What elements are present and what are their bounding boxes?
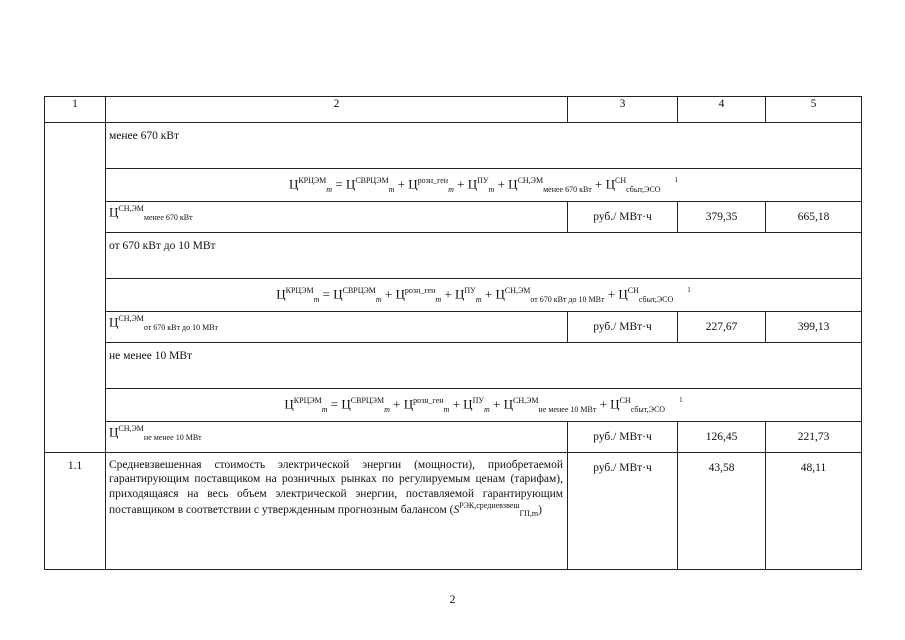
value-col5: 665,18	[766, 202, 862, 233]
unit-cell: руб./ МВт·ч	[568, 202, 678, 233]
footnote-mark: 1	[679, 395, 683, 404]
value-row	[45, 422, 862, 453]
section-label: не менее 10 МВт	[106, 343, 862, 389]
symbol-cell: $Ц^{СН,ЭМ}_{не менее 10 МВт}$	[106, 422, 568, 453]
formula: $Ц^{КРЦЭМ}_m = Ц^{СВРЦЭМ}_m + Ц^{розн\_ген}_m + Ц^{ПУ}_m + Ц^{СН,ЭМ}_{от 670 кВт до 10 МВт} + Ц^{СН}_{сбыт,ЭСО}^1$	[106, 279, 862, 312]
formula-row	[45, 389, 862, 422]
index-cell-empty	[45, 123, 106, 453]
value-col4: 379,35	[678, 202, 766, 233]
unit-cell: руб./ МВт·ч	[568, 453, 678, 570]
section-label-row	[45, 123, 862, 169]
value-col4: 126,45	[678, 422, 766, 453]
header-cell-1: 1	[45, 97, 106, 123]
footnote-mark: 1	[674, 175, 679, 184]
section-label-row	[45, 233, 862, 279]
symbol-cell: $Ц^{СН,ЭМ}_{от 670 кВт до 10 МВт}$	[106, 312, 568, 343]
section-label: менее 670 кВт	[106, 123, 862, 169]
section-label: от 670 кВт до 10 МВт	[106, 233, 862, 279]
header-cell-3: 3	[568, 97, 678, 123]
footnote-mark: 1	[687, 285, 691, 294]
row-index: 1.1	[45, 453, 106, 570]
header-cell-5: 5	[766, 97, 862, 123]
formula: $Ц^{КРЦЭМ}_m = Ц^{СВРЦЭМ}_m + Ц^{розн\_ген}_m + Ц^{ПУ}_m + Ц^{СН,ЭМ}_{менее 670 кВт} + Ц^{СН}_{сбыт,ЭСО}^1$	[106, 169, 862, 202]
row-description: Средневзвешенная стоимость электрической энергии (мощности), приобретаемой гарантирующим поставщиком на розничных рынках по регулируемым ценам (тарифам), приходящаяся на весь объем электрической энергии, поставляемой гарантирующим поставщиком в соответствии с утвержденным прогнозным балансом $(S^{РЭК,средневзвеш}_{ГП,m})$	[106, 453, 568, 570]
unit-cell: руб./ МВт·ч	[568, 312, 678, 343]
symbol-cell: $Ц^{СН,ЭМ}_{менее 670 кВт}$	[106, 202, 568, 233]
value-row	[45, 202, 862, 233]
header-row	[45, 97, 862, 123]
tariff-table	[44, 96, 862, 570]
header-cell-4: 4	[678, 97, 766, 123]
value-col5: 221,73	[766, 422, 862, 453]
value-col5: 399,13	[766, 312, 862, 343]
value-col4: 43,58	[678, 453, 766, 570]
value-row	[45, 312, 862, 343]
formula: $Ц^{КРЦЭМ}_m = Ц^{СВРЦЭМ}_m + Ц^{розн\_ген}_m + Ц^{ПУ}_m + Ц^{СН,ЭМ}_{не менее 10 МВт} + Ц^{СН}_{сбыт,ЭСО}^1$	[106, 389, 862, 422]
unit-cell: руб./ МВт·ч	[568, 422, 678, 453]
header-cell-2: 2	[106, 97, 568, 123]
formula-row	[45, 279, 862, 312]
section-label-row	[45, 343, 862, 389]
value-col4: 227,67	[678, 312, 766, 343]
formula-row	[45, 169, 862, 202]
value-col5: 48,11	[766, 453, 862, 570]
row-1-1	[45, 453, 862, 570]
page-number: 2	[449, 592, 456, 606]
